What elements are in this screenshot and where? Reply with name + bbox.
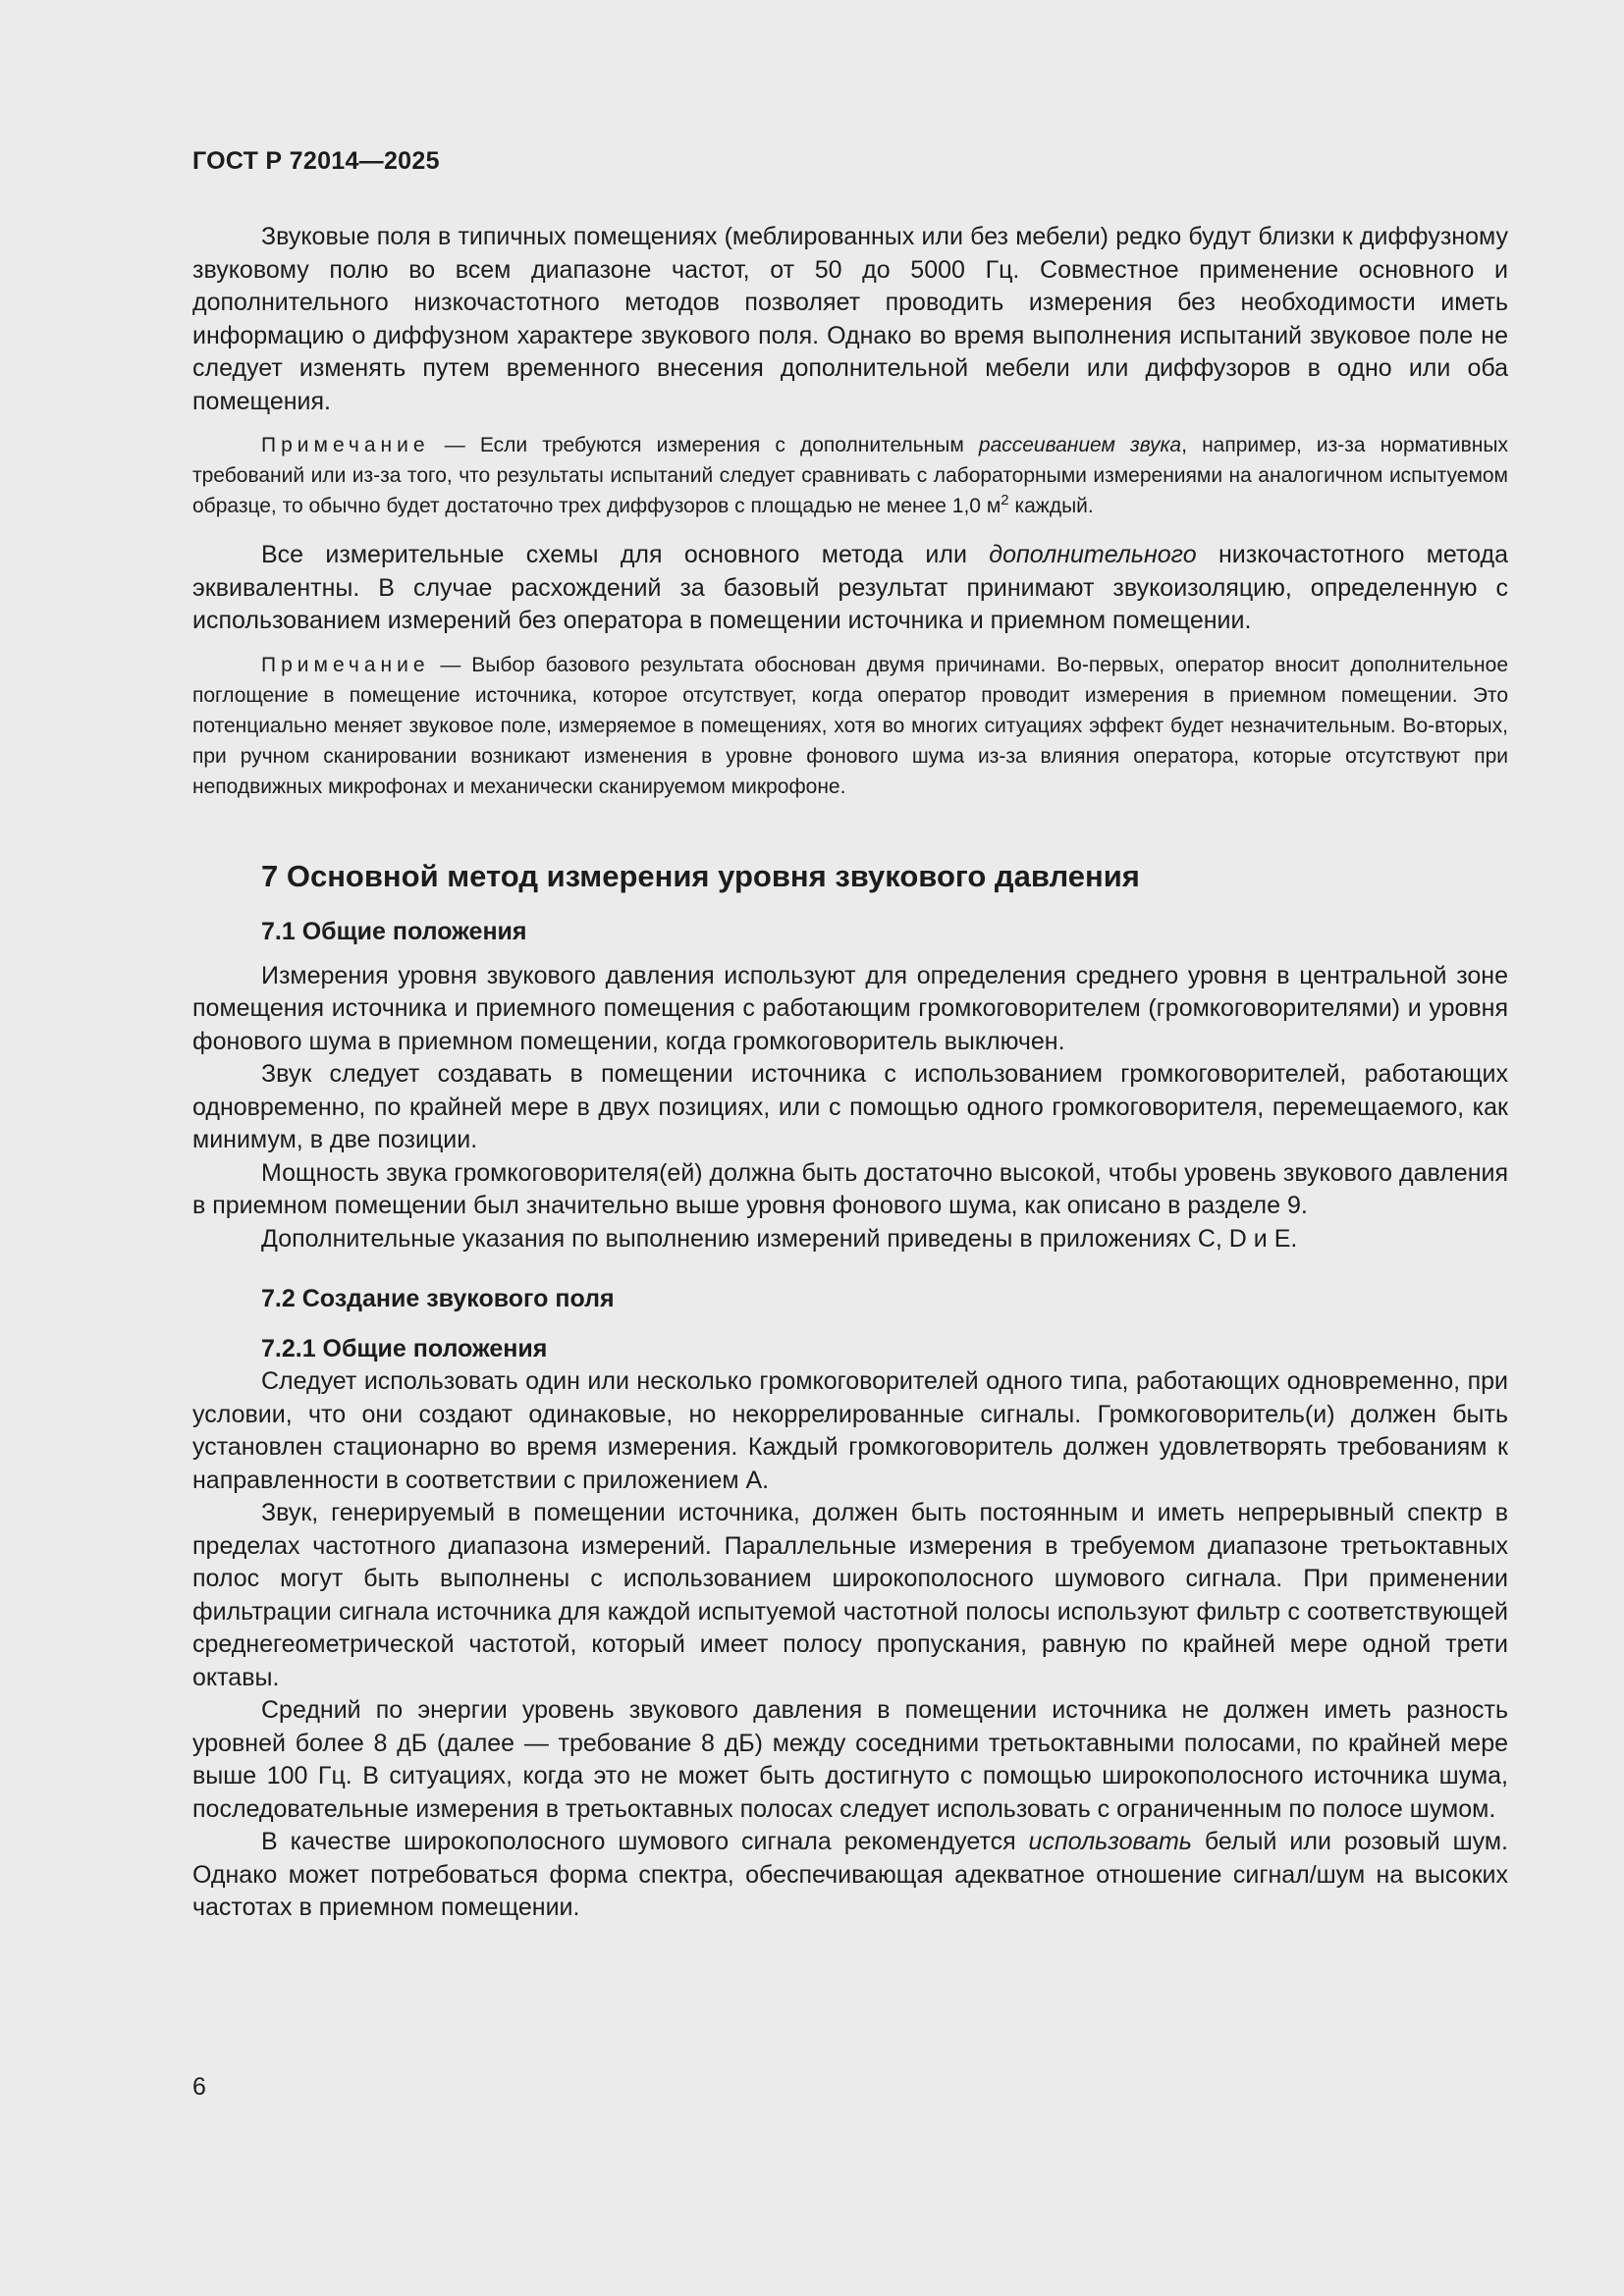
paragraph-7-1-2: Звук следует создавать в помещении источника с использованием громкоговорителей, работающих одновременно, по крайней мере в двух позициях, или с помощью одного громкоговорителя, перемещаемого, как минимум, в две позиции. — [192, 1060, 1508, 1153]
note-text: каждый. — [1008, 495, 1094, 517]
text-run: низкочастотного метода эквивалентны. В случае расхождений за базовый результат принимают звукоизоляцию, определенную с использованием измерений без оператора в помещении источника и приемном помещении. — [192, 541, 1508, 634]
note-text: — Если требуются измерения с дополнительным — [429, 434, 979, 456]
text-run: белый или розовый шум. Однако может потребоваться форма спектра, обеспечивающая адекватное отношение сигнал/шум на высоких частотах в приемном помещении. — [192, 1828, 1508, 1921]
paragraph-intro: Звуковые поля в типичных помещениях (меблированных или без мебели) редко будут близки к диффузному звуковому полю во всем диапазоне частот, от 50 до 5000 Гц. Совместное применение основного и дополнительного низкочастотного методов позволяет проводить измерения без необходимости иметь информацию о диффузном характере звукового поля. Однако во время выполнения испытаний звуковое поле не следует изменять путем временного внесения дополнительной мебели или диффузоров в одно или оба помещения. — [192, 223, 1508, 415]
section-7-2-1-heading: 7.2.1 Общие положения — [261, 1335, 548, 1362]
document-header: ГОСТ Р 72014—2025 — [192, 147, 440, 175]
italic-term: дополнительного — [989, 541, 1197, 568]
note-diffusers — [192, 430, 1508, 521]
page-number: 6 — [192, 2073, 206, 2101]
paragraph-7-2-1-3: Средний по энергии уровень звукового давления в помещении источника не должен иметь разность уровней более 8 дБ (далее — требование 8 дБ) между соседними третьоктавными полосами, по крайней мере выше 100 Гц. В ситуациях, когда это не может быть достигнуто с помощью широкополосного источника шума, последовательные измерения в третьоктавных полосах следует использовать с ограниченным по полосе шумом. — [192, 1696, 1508, 1823]
text-run: Все измерительные схемы для основного метода или — [261, 541, 990, 568]
note-label: Примечание — [261, 434, 430, 456]
section-7-2-heading: 7.2 Создание звукового поля — [261, 1285, 615, 1312]
paragraph-7-1-1: Измерения уровня звукового давления используют для определения среднего уровня в центральной зоне помещения источника и приемного помещения с работающим громкоговорителем (громкоговорителями) и уровня фонового шума в приемном помещении, когда громкоговоритель выключен. — [192, 961, 1508, 1055]
section-7-1-heading: 7.1 Общие положения — [261, 917, 527, 945]
note-text: , например, из-за нормативных требований или из-за того, что результаты испытаний следует сравнивать с лабораторными измерениями на аналогичном испытуемом образце, то обычно будет достаточно трех диффузоров с площадью не менее 1,0 м — [192, 434, 1508, 517]
note-text: — Выбор базового результата обоснован двумя причинами. Во-первых, оператор вносит дополнительное поглощение в помещение источника, которое отсутствует, когда оператор проводит измерения в приемном помещении. Это потенциально меняет звуковое поле, измеряемое в помещениях, хотя во многих ситуациях эффект будет незначительным. Во-вторых, при ручном сканировании возникают изменения в уровне фонового шума из-за влияния оператора, которые отсутствуют при неподвижных микрофонах и механически сканируемом микрофоне. — [192, 653, 1508, 798]
paragraph-7-2-1-4 — [192, 1826, 1508, 1925]
paragraph-7-2-1-2: Звук, генерируемый в помещении источника, должен быть постоянным и иметь непрерывный спектр в пределах частотного диапазона измерений. Параллельные измерения в требуемом диапазоне третьоктавных полос могут быть выполнены с использованием широкополосного шумового сигнала. При применении фильтрации сигнала источника для каждой испытуемой частотной полосы используют фильтр с соответствующей среднегеометрической частотой, который имеет полосу пропускания, равную по крайней мере одной трети октавы. — [192, 1499, 1508, 1691]
superscript: 2 — [1001, 492, 1009, 508]
paragraph-7-1-3: Мощность звука громкоговорителя(ей) должна быть достаточно высокой, чтобы уровень звукового давления в приемном помещении был значительно выше уровня фонового шума, как описано в разделе 9. — [192, 1158, 1508, 1219]
paragraph-7-2-1-1: Следует использовать один или несколько громкоговорителей одного типа, работающих одновременно, при условии, что они создают одинаковые, но некоррелированные сигналы. Громкоговоритель(и) должен быть установлен стационарно во время измерения. Каждый громкоговоритель должен удовлетворять требованиям к направленности в соответствии с приложением А. — [192, 1367, 1508, 1494]
page-content — [192, 221, 1508, 1925]
italic-term: использовать — [1028, 1828, 1192, 1855]
note-label: Примечание — [261, 653, 430, 676]
note-base-result — [192, 650, 1508, 802]
note-italic-term: рассеиванием звука — [978, 434, 1182, 456]
paragraph-measurement-schemes — [192, 539, 1508, 638]
text-run: В качестве широкополосного шумового сигнала рекомендуется — [261, 1828, 1029, 1855]
paragraph-7-1-4: Дополнительные указания по выполнению измерений приведены в приложениях С, D и Е. — [261, 1224, 1298, 1253]
section-7-heading: 7 Основной метод измерения уровня звукового давления — [261, 858, 1140, 893]
